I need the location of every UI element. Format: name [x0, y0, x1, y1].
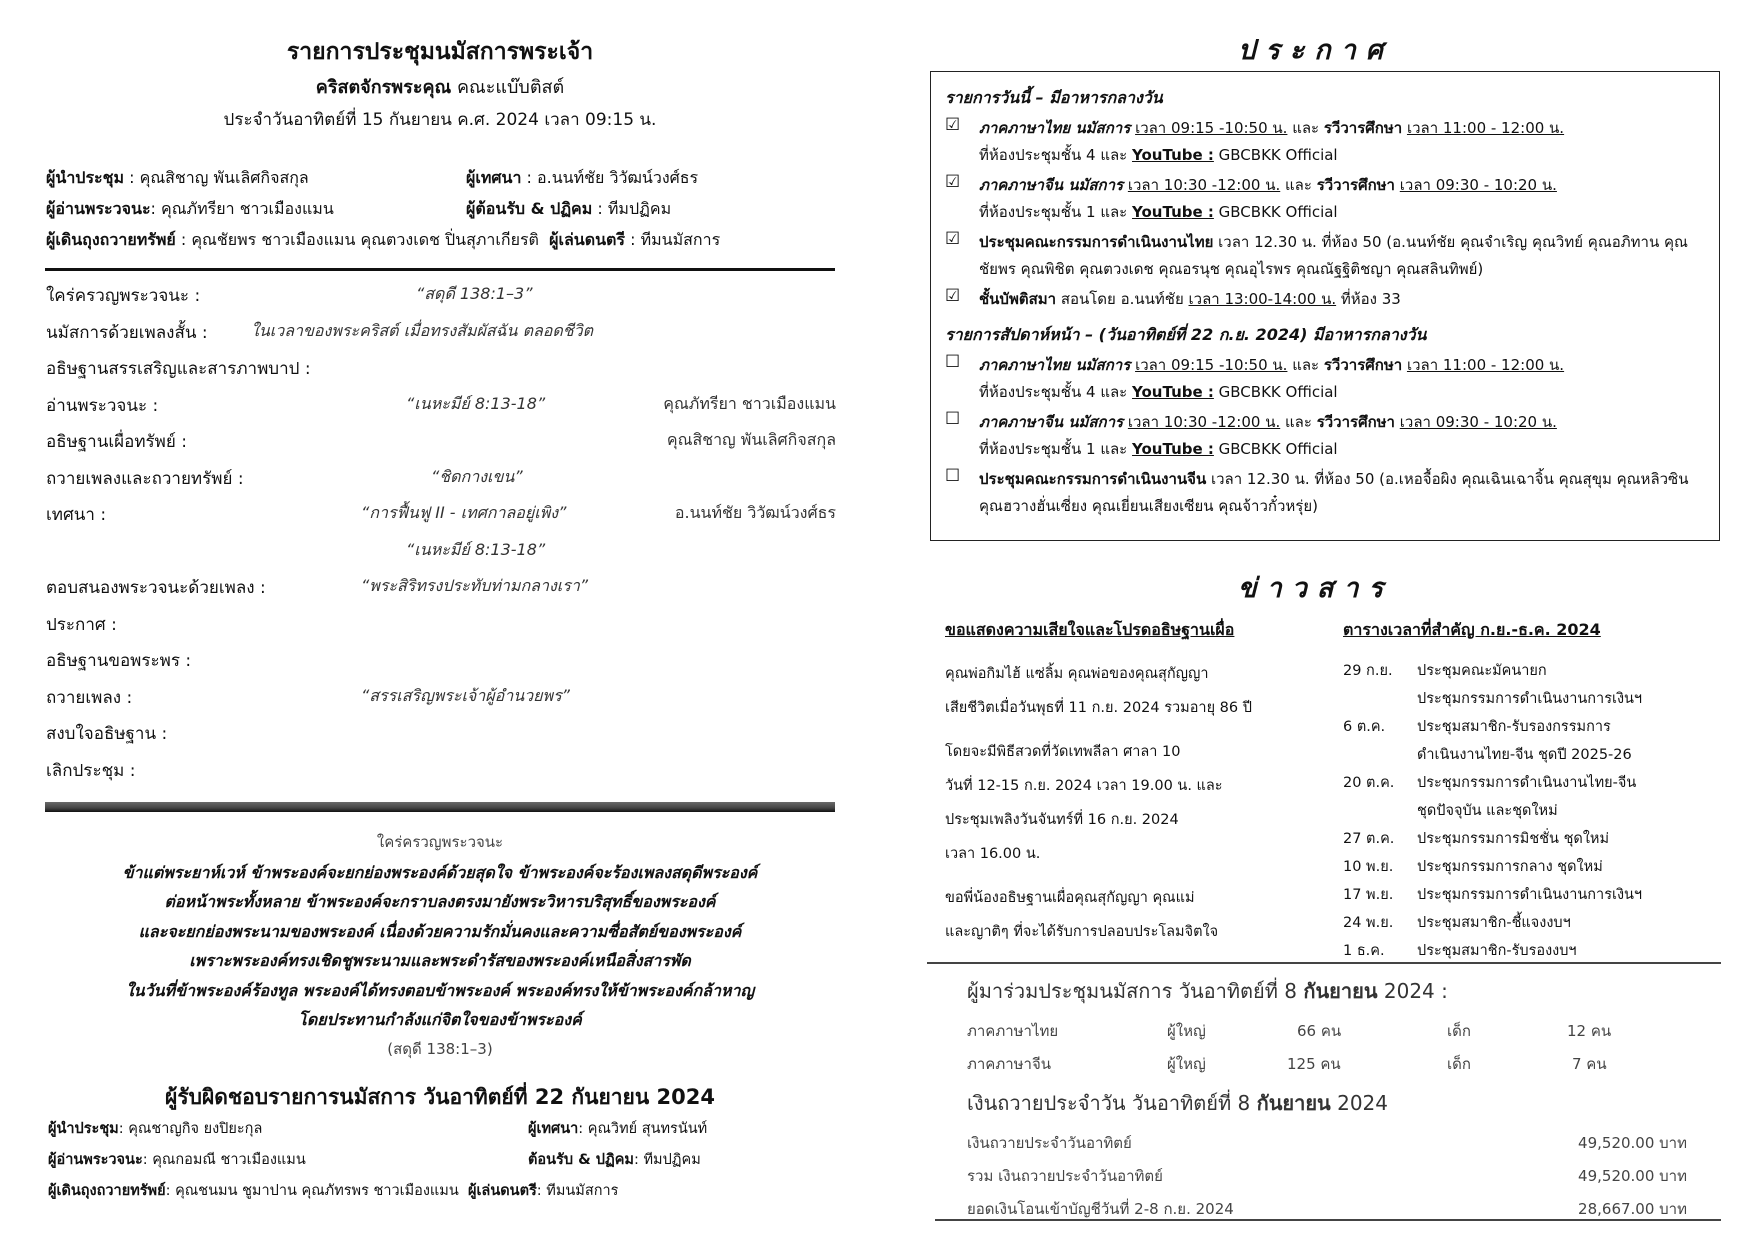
service-item [46, 428, 836, 465]
schedule-row [1343, 937, 1743, 965]
service-item-detail: “การฟื้นฟู II - เทศกาลอยู่เพิง” [361, 503, 567, 522]
schedule-event: ประชุมสมาชิก-ชี้แจงงบฯ [1417, 915, 1571, 931]
item-time: เวลา 09:30 - 10:20 น. [1399, 176, 1557, 194]
schedule-list [1343, 657, 1743, 965]
youtube-channel: GBCBKK Official [1213, 146, 1338, 164]
leader-label: ผู้ต้อนรับ & ปฏิคม [466, 199, 593, 218]
service-item-person: อ.นนท์ชัย วิวัฒน์วงศ์ธร [674, 503, 836, 522]
today-title: รายการวันนี้ – มีอาหารกลางวัน [945, 88, 1163, 107]
leader-row [46, 224, 846, 255]
schedule-date: 1 ธ.ค. [1343, 943, 1385, 959]
schedule-date: 29 ก.ย. [1343, 663, 1393, 679]
checked-box-icon: ☑ [945, 172, 961, 192]
condolence-title: ขอแสดงความเสียใจและโปรดอธิษฐานเผื่อ [945, 620, 1235, 639]
offering-amount: 49,520.00 บาท [1578, 1134, 1687, 1152]
attendance-adult-label: ผู้ใหญ่ [1167, 1055, 1206, 1073]
service-item-detail: “สรรเสริญพระเจ้าผู้อำนวยพร” [361, 685, 570, 705]
item-time: เวลา 10:30 -12:00 น. [1127, 413, 1281, 431]
service-item-detail: “พระสิริทรงประทับท่ามกลางเรา” [361, 576, 589, 595]
item-bold: ภาคภาษาไทย นมัสการ [979, 119, 1131, 137]
attendance-month: กันยายน [1303, 979, 1378, 1003]
item-text: ที่ห้อง 33 [1336, 290, 1401, 308]
item-text: ที่ห้องประชุมชั้น 4 และ [979, 383, 1133, 401]
service-item-label: อธิษฐานเผื่อทรัพย์ : [46, 432, 187, 452]
youtube-label: YouTube : [1132, 146, 1214, 164]
item-time: เวลา 09:15 -10:50 น. [1135, 119, 1288, 137]
statistics-block [967, 975, 1687, 1226]
next-week-title: รายการสัปดาห์หน้า – (วันอาทิตย์ที่ 22 ก.ย. 2024) มีอาหารกลางวัน [945, 325, 1427, 344]
service-item-label: ถวายเพลงและถวายทรัพย์ : [46, 468, 244, 489]
offering-row [967, 1160, 1687, 1193]
next-week-leaders [48, 1114, 848, 1207]
order-of-service [46, 282, 836, 793]
item-time: เวลา 11:00 - 12:00 น. [1406, 356, 1565, 374]
offering-amount: 28,667.00 บาท [1578, 1200, 1687, 1218]
offering-title [967, 1087, 1687, 1119]
service-item-label: สงบใจอธิษฐาน : [46, 724, 168, 744]
service-item-label: เลิกประชุม : [46, 760, 136, 781]
leader-value: : คุณภัทรียา ชาวเมืองแมน [150, 199, 334, 218]
item-text: ที่ห้องประชุมชั้น 4 และ [979, 146, 1133, 164]
service-item [46, 501, 836, 538]
item-text: และ [1287, 356, 1324, 374]
schedule-event: ชุดปัจจุบัน และชุดใหม่ [1417, 803, 1558, 819]
announcement-item [945, 466, 1705, 520]
service-item-label: อธิษฐานขอพระพร : [46, 651, 192, 671]
schedule-title: ตารางเวลาที่สำคัญ ก.ย.-ธ.ค. 2024 [1343, 620, 1601, 639]
verse-line: ต่อหน้าพระทั้งหลาย ข้าพระองค์จะกราบลงตรงมายังพระวิหารบริสุทธิ์ของพระองค์ [164, 892, 716, 911]
leader-value: : คุณชนมน ชูมาปาน คุณภัทรพร ชาวเมืองแมน [165, 1183, 459, 1199]
leader-value: : คุณกอมณี ชาวเมืองแมน [142, 1152, 306, 1168]
schedule-date [1343, 797, 1417, 825]
condolence-line: ขอพี่น้องอธิษฐานเผื่อคุณสุกัญญา คุณแม่ [945, 890, 1195, 906]
offering-label: เงินถวายประจำวันอาทิตย์ [967, 1134, 1132, 1152]
attendance-row [967, 1015, 1687, 1048]
checked-box-icon: ☑ [945, 115, 961, 135]
service-item [46, 574, 836, 611]
verse-title: ใคร่ครวญพระวจนะ [376, 833, 504, 851]
item-text: เวลา 12.30 น. ที่ห้อง 50 (อ.นนท์ชัย คุณจำเริญ คุณวิทย์ คุณอภิทาน คุณชัยพร คุณพิชิต คุณตวงเดช คุณอรนุช คุณอุไรพร คุณณัฐฐิติชญา คุณสลินทิพย์) [979, 233, 1688, 278]
service-item [46, 538, 836, 575]
church-name-bold: คริสตจักรพระคุณ [315, 77, 452, 98]
attendance-child-label: เด็ก [1447, 1022, 1471, 1040]
leader-row [48, 1176, 848, 1207]
offering-label: รวม เงินถวายประจำวันอาทิตย์ [967, 1167, 1163, 1185]
announcement-item [945, 286, 1705, 313]
condolence-line: โดยจะมีพิธีสวดที่วัดเทพลีลา ศาลา 10 [945, 744, 1181, 760]
condolence-line: เวลา 16.00 น. [945, 846, 1041, 862]
condolence-line: เสียชีวิตเมื่อวันพุธที่ 11 ก.ย. 2024 รวมอายุ 86 ปี [945, 700, 1252, 716]
leader-label: ผู้เล่นดนตรี [549, 230, 626, 249]
leader-value: : คุณสิชาญ พันเลิศกิจสกุล [124, 168, 309, 187]
item-text: สอนโดย อ.นนท์ชัย [1056, 290, 1189, 308]
offering-amount: 49,520.00 บาท [1578, 1167, 1687, 1185]
item-time: เวลา 09:15 -10:50 น. [1135, 356, 1288, 374]
divider [927, 962, 1721, 964]
item-time: เวลา 11:00 - 12:00 น. [1406, 119, 1565, 137]
news-heading: ข่าวสาร [1238, 573, 1393, 604]
youtube-channel: GBCBKK Official [1213, 440, 1338, 458]
condolence-line: และญาติๆ ที่จะได้รับการปลอบประโลมจิตใจ [945, 924, 1219, 940]
schedule-date [1343, 741, 1417, 769]
service-item-label: นมัสการด้วยเพลงสั้น : [46, 322, 208, 343]
attendance-group: ภาคภาษาจีน [967, 1055, 1052, 1073]
schedule-row [1343, 741, 1743, 769]
attendance-group: ภาคภาษาไทย [967, 1022, 1059, 1040]
service-item [46, 757, 836, 794]
leader-value: : ทีมนมัสการ [536, 1183, 619, 1199]
schedule-row [1343, 713, 1743, 741]
youtube-channel: GBCBKK Official [1213, 383, 1338, 401]
schedule-event: ประชุมกรรมการกลาง ชุดใหม่ [1417, 859, 1603, 875]
unchecked-box-icon: ☐ [945, 352, 961, 372]
condolence-line: วันที่ 12-15 ก.ย. 2024 เวลา 19.00 น. และ [945, 778, 1223, 794]
item-bold: รวีวารศึกษา [1323, 119, 1403, 137]
schedule-event: ประชุมกรรมการดำเนินงานการเงินฯ [1417, 691, 1643, 707]
offering-month: กันยายน [1256, 1091, 1331, 1115]
leader-value: : ทีมปฏิคม [592, 199, 672, 218]
offering-label: ยอดเงินโอนเข้าบัญชีวันที่ 2-8 ก.ย. 2024 [967, 1200, 1234, 1218]
schedule-event: ดำเนินงานไทย-จีน ชุดปี 2025-26 [1417, 747, 1632, 763]
leader-value: : ทีมปฏิคม [633, 1152, 701, 1168]
leader-label: ผู้อ่านพระวจนะ [46, 199, 151, 218]
leader-row [48, 1145, 848, 1176]
service-item-label: ใคร่ครวญพระวจนะ : [46, 286, 201, 306]
announcement-item [945, 352, 1705, 406]
service-item [46, 355, 836, 392]
attendance-adult-count: 125 คน [1287, 1055, 1341, 1073]
leader-value: : อ.นนท์ชัย วิวัฒน์วงศ์ธร [521, 168, 699, 187]
item-bold: รวีวารศึกษา [1323, 356, 1403, 374]
service-item [46, 684, 836, 721]
divider [45, 268, 835, 271]
divider [935, 1219, 1721, 1221]
schedule-row [1343, 685, 1743, 713]
schedule-event: ประชุมกรรมการดำเนินงานการเงินฯ [1417, 887, 1643, 903]
service-item [46, 319, 836, 356]
service-item [46, 465, 836, 502]
leader-label: ผู้อ่านพระวจนะ [48, 1152, 143, 1168]
service-date: ประจำวันอาทิตย์ที่ 15 กันยายน ค.ศ. 2024 เวลา 09:15 น. [223, 110, 657, 130]
item-bold: รวีวารศึกษา [1316, 176, 1395, 194]
schedule-date: 17 พ.ย. [1343, 887, 1394, 903]
youtube-label: YouTube : [1132, 203, 1214, 221]
item-text: และ [1287, 119, 1324, 137]
announcement-item [945, 172, 1705, 226]
leader-value: : คุณชัยพร ชาวเมืองแมน คุณตวงเดช ปิ่นสุภาเกียรติ [175, 230, 539, 249]
item-bold: ภาคภาษาไทย นมัสการ [979, 356, 1131, 374]
meditation-verse [40, 828, 840, 1064]
leader-label: ผู้นำประชุม [48, 1121, 119, 1137]
unchecked-box-icon: ☐ [945, 466, 961, 486]
attendance-row [967, 1048, 1687, 1081]
service-item-label: ตอบสนองพระวจนะด้วยเพลง : [46, 578, 266, 598]
leader-label: ต้อนรับ & ปฏิคม [528, 1152, 634, 1168]
schedule-event: ประชุมสมาชิก-รับรองงบฯ [1417, 943, 1577, 959]
verse-line: ข้าแต่พระยาห์เวห์ ข้าพระองค์จะยกย่องพระองค์ด้วยสุดใจ ข้าพระองค์จะร้องเพลงสดุดีพระองค์ [122, 862, 758, 882]
schedule-row [1343, 881, 1743, 909]
announcements-heading: ประกาศ [1238, 35, 1393, 66]
service-item-detail: “ชิดกางเขน” [431, 466, 523, 486]
service-item [46, 282, 836, 319]
youtube-label: YouTube : [1132, 383, 1214, 401]
service-item-person: คุณภัทรียา ชาวเมืองแมน [663, 393, 836, 413]
schedule-date: 10 พ.ย. [1343, 859, 1394, 875]
schedule-date: 27 ต.ค. [1343, 831, 1395, 847]
schedule-date: 24 พ.ย. [1343, 915, 1394, 931]
right-page [877, 0, 1754, 1241]
item-text: และ [1280, 176, 1317, 194]
leader-label: ผู้เทศนา [528, 1121, 579, 1137]
schedule-row [1343, 909, 1743, 937]
leader-value: : คุณชาญกิจ ยงปิยะกุล [118, 1121, 263, 1137]
item-bold: ชั้นบัพติสมา [979, 290, 1057, 308]
leader-label: ผู้นำประชุม [46, 168, 125, 187]
service-item-detail: “สดุดี 138:1–3” [416, 284, 533, 303]
attendance-child-count: 12 คน [1567, 1022, 1612, 1040]
item-text: เวลา 12.30 น. ที่ห้อง 50 (อ.เหอจื้อผิง คุณเฉินเฉาจิ้น คุณสุขุม คุณหลิวซิน คุณฮวางฮั่นเซี่ยง คุณเยี่ยนเสียงเซียน คุณจ้าวกั๋วหรุ่ย) [979, 470, 1689, 515]
announcement-item [945, 409, 1705, 463]
condolence-line: ประชุมเพลิงวันจันทร์ที่ 16 ก.ย. 2024 [945, 812, 1179, 828]
item-bold: ประชุมคณะกรรมการดำเนินงานจีน [979, 470, 1207, 488]
service-item-label: อธิษฐานสรรเสริญและสารภาพบาป : [46, 359, 311, 379]
service-item-label: เทศนา : [46, 505, 107, 525]
schedule-date [1343, 685, 1417, 713]
verse-line: เพราะพระองค์ทรงเชิดชูพระนามและพระดำรัสของพระองค์เหนือสิ่งสารพัด [189, 951, 691, 970]
announcements-box [930, 71, 1720, 541]
attendance-year: 2024 : [1377, 979, 1448, 1003]
item-time: เวลา 10:30 -12:00 น. [1127, 176, 1281, 194]
attendance-child-count: 7 คน [1572, 1055, 1607, 1073]
schedule-row [1343, 769, 1743, 797]
leader-label: ผู้เล่นดนตรี [467, 1183, 537, 1199]
verse-line: ในวันที่ข้าพระองค์ร้องทูล พระองค์ได้ทรงตอบข้าพระองค์ พระองค์ทรงให้ข้าพระองค์กล้าหาญ [125, 980, 755, 1000]
attendance-adult-count: 66 คน [1297, 1022, 1342, 1040]
offering-row [967, 1193, 1687, 1226]
verse-reference: (สดุดี 138:1–3) [387, 1039, 493, 1058]
leaders-block [46, 162, 846, 255]
schedule-row [1343, 853, 1743, 881]
announcement-item [945, 229, 1705, 283]
worship-title: รายการประชุมนมัสการพระเจ้า [286, 39, 594, 65]
church-denomination: คณะแบ๊บติสต์ [451, 77, 565, 98]
item-bold: รวีวารศึกษา [1316, 413, 1395, 431]
leader-label: ผู้เทศนา [466, 168, 522, 187]
schedule-event: ประชุมกรรมการมิชชั่น ชุดใหม่ [1417, 831, 1610, 847]
announcement-item [945, 115, 1705, 169]
attendance-title [967, 975, 1687, 1007]
verse-line: และจะยกย่องพระนามของพระองค์ เนื่องด้วยความรักมั่นคงและความซื่อสัตย์ของพระองค์ [138, 921, 742, 941]
service-item-detail: “เนหะมีย์ 8:13-18” [406, 393, 546, 413]
leader-value: : ทีมนมัสการ [625, 230, 721, 249]
service-item-detail: ในเวลาของพระคริสต์ เมื่อทรงสัมผัสฉัน ตลอดชีวิต [251, 320, 594, 340]
next-week-title: ผู้รับผิดชอบรายการนมัสการ วันอาทิตย์ที่ 22 กันยายน 2024 [165, 1085, 715, 1109]
leader-row [48, 1114, 848, 1145]
youtube-channel: GBCBKK Official [1213, 203, 1338, 221]
checked-box-icon: ☑ [945, 286, 961, 306]
service-item [46, 611, 836, 648]
condolence-line: คุณพ่อกิมไฮ้ แซ่ลิ้ม คุณพ่อของคุณสุกัญญา [945, 666, 1209, 682]
service-item [46, 720, 836, 757]
item-time: เวลา 09:30 - 10:20 น. [1399, 413, 1557, 431]
church-name [45, 72, 835, 101]
schedule-date: 6 ต.ค. [1343, 719, 1386, 735]
leader-row [46, 193, 846, 224]
service-item-label: อ่านพระวจนะ : [46, 395, 159, 416]
leader-row [46, 162, 846, 193]
item-text: ที่ห้องประชุมชั้น 1 และ [979, 203, 1133, 221]
unchecked-box-icon: ☐ [945, 409, 961, 429]
item-text: ที่ห้องประชุมชั้น 1 และ [979, 440, 1133, 458]
schedule-event: ประชุมสมาชิก-รับรองกรรมการ [1417, 719, 1611, 735]
attendance-child-label: เด็ก [1447, 1055, 1471, 1073]
schedule-row [1343, 825, 1743, 853]
service-item [46, 392, 836, 429]
item-bold: ประชุมคณะกรรมการดำเนินงานไทย [979, 233, 1214, 251]
item-time: เวลา 13:00-14:00 น. [1188, 290, 1337, 308]
divider-thick [45, 802, 835, 812]
item-bold: ภาคภาษาจีน นมัสการ [979, 413, 1124, 431]
service-item [46, 647, 836, 684]
schedule-column [1343, 618, 1743, 965]
youtube-label: YouTube : [1132, 440, 1214, 458]
offering-title-text: เงินถวายประจำวัน วันอาทิตย์ที่ 8 [967, 1091, 1257, 1115]
verse-line: โดยประทานกำลังแก่จิตใจของข้าพระองค์ [298, 1010, 582, 1029]
offering-row [967, 1127, 1687, 1160]
condolence-column [945, 618, 1290, 949]
leader-value: : คุณวิทย์ สุนทรนันท์ [578, 1121, 708, 1137]
checked-box-icon: ☑ [945, 229, 961, 249]
leader-label: ผู้เดินถุงถวายทรัพย์ [48, 1183, 166, 1199]
service-item-label: ประกาศ : [46, 614, 117, 635]
service-item-label: ถวายเพลง : [46, 687, 133, 708]
attendance-title-text: ผู้มาร่วมประชุมนมัสการ วันอาทิตย์ที่ 8 [967, 979, 1304, 1003]
service-item-detail: “เนหะมีย์ 8:13-18” [406, 539, 546, 559]
schedule-date: 20 ต.ค. [1343, 775, 1395, 791]
offering-year: 2024 [1330, 1091, 1388, 1115]
schedule-row [1343, 797, 1743, 825]
service-item-person: คุณสิชาญ พันเลิศกิจสกุล [666, 430, 836, 449]
schedule-event: ประชุมกรรมการดำเนินงานไทย-จีน [1417, 775, 1637, 791]
schedule-event: ประชุมคณะมัคนายก [1417, 663, 1547, 679]
attendance-adult-label: ผู้ใหญ่ [1167, 1022, 1206, 1040]
schedule-row [1343, 657, 1743, 685]
item-text: และ [1280, 413, 1317, 431]
leader-label: ผู้เดินถุงถวายทรัพย์ [46, 230, 176, 249]
item-bold: ภาคภาษาจีน นมัสการ [979, 176, 1124, 194]
